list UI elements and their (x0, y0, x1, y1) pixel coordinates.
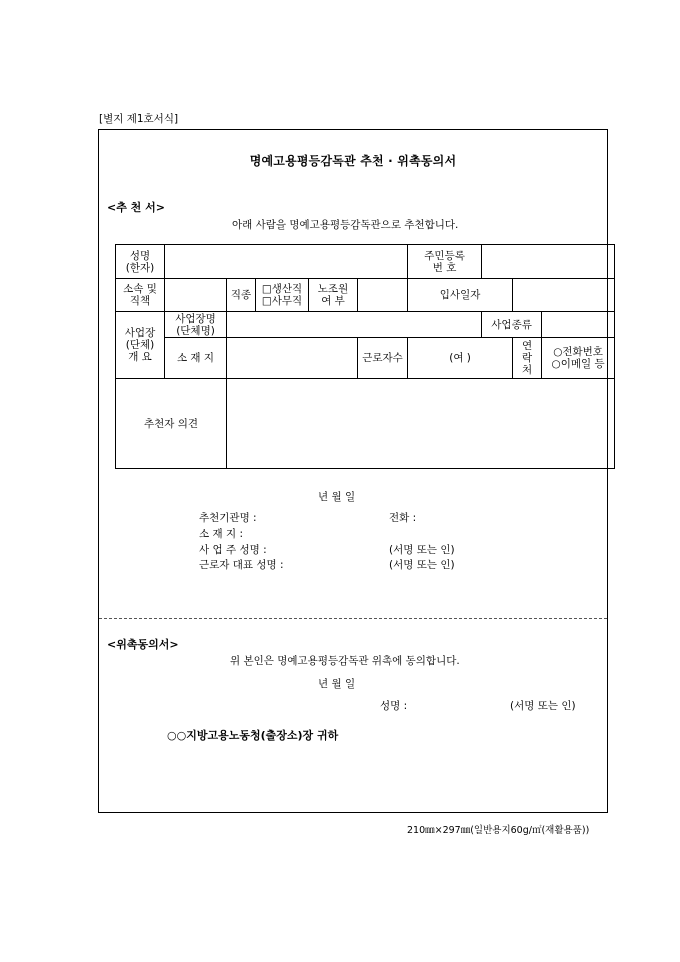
section-divider (99, 618, 607, 619)
business-type-field[interactable] (542, 312, 615, 338)
affiliation-field[interactable] (165, 279, 227, 312)
name-label: 성명 (한자) (116, 245, 165, 279)
paper-spec-note: 210㎜×297㎜(일반용지60g/㎡(재활용품)) (407, 825, 590, 836)
resident-no-label: 주민등록 번 호 (408, 245, 482, 279)
contact-label: 연 락 처 (513, 338, 542, 379)
job-type-label: 직종 (227, 279, 256, 312)
employer-signature: (서명 또는 인) (389, 544, 455, 556)
address-label: 소 재 지 (165, 338, 227, 379)
option-phone[interactable]: ○전화번호 (553, 346, 603, 358)
addressee: ○○지방고용노동청(출장소)장 귀하 (167, 729, 339, 742)
consent-signature: (서명 또는 인) (510, 700, 576, 712)
union-field[interactable] (358, 279, 408, 312)
affiliation-label: 소속 및 직책 (116, 279, 165, 312)
recommendation-table (115, 244, 615, 469)
worker-count-field[interactable]: (여 ) (408, 338, 513, 379)
form-title: 명예고용평등감독관 추천 · 위촉동의서 (249, 154, 457, 168)
consent-statement: 위 본인은 명예고용평등감독관 위촉에 동의합니다. (230, 655, 460, 667)
job-type-options[interactable] (256, 279, 309, 312)
resident-no-field[interactable] (482, 245, 615, 279)
worker-rep-label: 근로자 대표 성명 : (199, 559, 284, 571)
consent-section-title: <위촉동의서> (107, 638, 179, 651)
union-label: 노조원 여 부 (309, 279, 358, 312)
recommendation-intro: 아래 사람을 명예고용평등감독관으로 추천합니다. (232, 219, 459, 231)
checkbox-production[interactable]: □생산직 (261, 283, 303, 295)
form-number-label: [별지 제1호서식] (99, 113, 179, 125)
recommendation-date: 년 월 일 (318, 491, 356, 503)
employer-label: 사 업 주 성명 : (199, 544, 267, 556)
consent-date: 년 월 일 (318, 678, 356, 690)
phone-label: 전화 : (389, 512, 417, 524)
name-field[interactable] (165, 245, 408, 279)
hire-date-field[interactable] (513, 279, 615, 312)
org-address-label: 소 재 지 : (199, 528, 243, 540)
business-type-label: 사업종류 (482, 312, 542, 338)
hire-date-label: 입사일자 (408, 279, 513, 312)
org-name-label: 추천기관명 : (199, 512, 257, 524)
recommendation-section-title: <추 천 서> (107, 201, 165, 214)
consent-name-label: 성명 : (380, 700, 408, 712)
workplace-name-label: 사업장명 (단체명) (165, 312, 227, 338)
contact-options[interactable] (542, 338, 615, 379)
worker-rep-signature: (서명 또는 인) (389, 559, 455, 571)
checkbox-office[interactable]: □사무직 (261, 295, 303, 307)
worker-count-label: 근로자수 (358, 338, 408, 379)
option-email[interactable]: ○이메일 등 (551, 358, 605, 370)
address-field[interactable] (227, 338, 358, 379)
opinion-field[interactable] (227, 379, 615, 469)
workplace-name-field[interactable] (227, 312, 482, 338)
opinion-label: 추천자 의견 (116, 379, 227, 469)
workplace-label: 사업장 (단체) 개 요 (116, 312, 165, 379)
